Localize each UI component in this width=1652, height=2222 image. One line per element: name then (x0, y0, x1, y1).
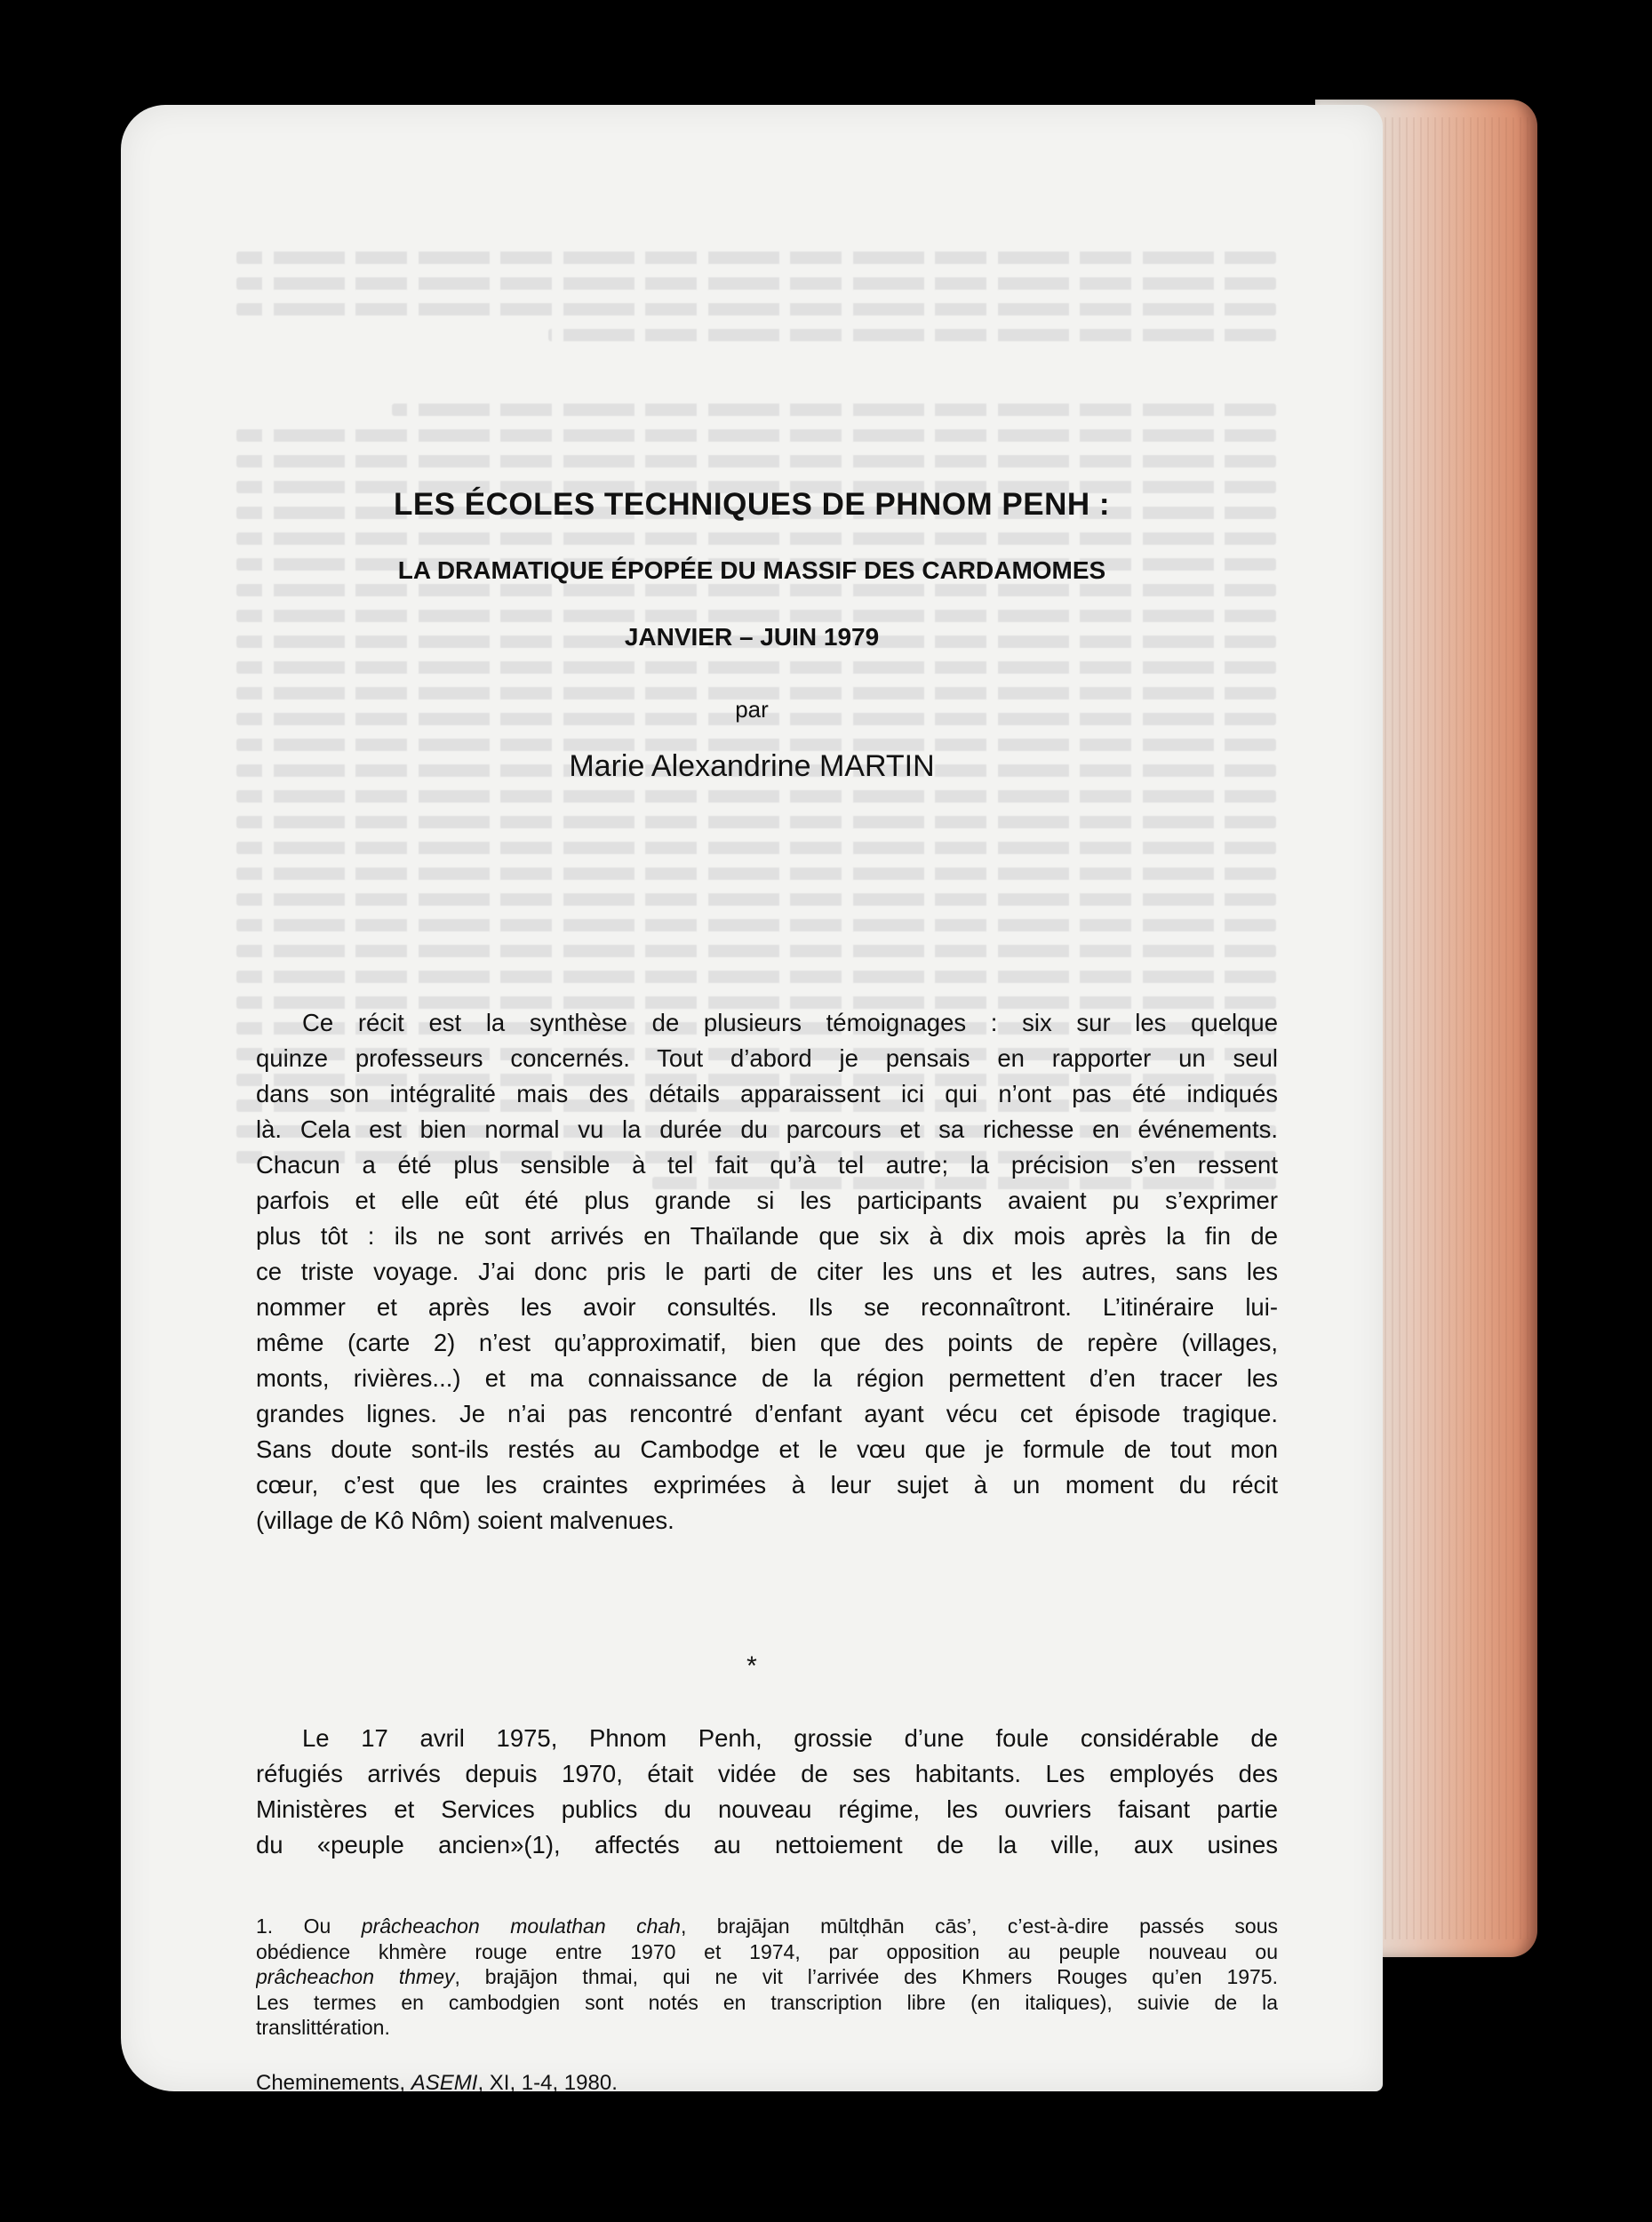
byline: par (735, 696, 769, 723)
footnote-line (256, 1964, 1278, 1990)
footnote-italic-term: prâcheachon moulathan chah (361, 1914, 681, 1938)
footnote-line (256, 1914, 1278, 1939)
paragraph-line: même (carte 2) n’est qu’approximatif, bien que des points de repère (villages, (256, 1329, 1278, 1356)
footnote-text: , brajājan mūltḍhān cās’, c’est-à-dire passés sous (680, 1914, 1278, 1938)
section-separator: * (746, 1651, 757, 1681)
journal-issue: , XI, 1-4, 1980. (477, 2071, 618, 2091)
footnote-italic-term: prâcheachon thmey (256, 1965, 455, 1988)
paragraph-line: (village de Kô Nôm) soient malvenues. (256, 1507, 674, 1534)
author-name: Marie Alexandrine MARTIN (569, 749, 935, 783)
footnote-line: Les termes en cambodgien sont notés en transcription libre (en italiques), suivie de la (256, 1990, 1278, 2014)
paragraph-line: du «peuple ancien»(1), affectés au nettoiement de la ville, aux usines (256, 1831, 1278, 1858)
paragraph-line: parfois et elle eût été plus grande si les participants avaient pu s’exprimer (256, 1187, 1278, 1214)
paragraph-line: plus tôt : ils ne sont arrivés en Thaïlande que six à dix mois après la fin de (256, 1222, 1278, 1250)
article-subtitle: LA DRAMATIQUE ÉPOPÉE DU MASSIF DES CARDAMOMES (397, 556, 1106, 584)
paragraph-line: Ministères et Services publics du nouveau régime, les ouvriers faisant partie (256, 1795, 1278, 1823)
article-title: LES ÉCOLES TECHNIQUES DE PHNOM PENH : (393, 487, 1111, 522)
paragraph-line: Ce récit est la synthèse de plusieurs témoignages : six sur les quelque (302, 1009, 1278, 1036)
paragraph-line: grandes lignes. Je n’ai pas rencontré d’enfant ayant vécu cet épisode tragique. (256, 1400, 1278, 1427)
footnote-text: 1. Ou (256, 1914, 362, 1938)
paragraph-line: dans son intégralité mais des détails apparaissent ici qui n’ont pas été indiqués (256, 1080, 1278, 1107)
document-page (121, 105, 1383, 2091)
journal-name: Cheminements, (256, 2071, 411, 2091)
paragraph-line: là. Cela est bien normal vu la durée du parcours et sa richesse en événements. (256, 1115, 1278, 1143)
paragraph-line: Sans doute sont-ils restés au Cambodge et le vœu que je formule de tout mon (256, 1435, 1278, 1463)
paragraph-line: réfugiés arrivés depuis 1970, était vidée de ses habitants. Les employés des (256, 1760, 1278, 1787)
footnote-line: obédience khmère rouge entre 1970 et 1974, par opposition au peuple nouveau ou (256, 1939, 1278, 1963)
paragraph-2 (256, 1721, 1278, 1863)
paragraph-line: nommer et après les avoir consultés. Ils se reconnaîtront. L’itinéraire lui- (256, 1293, 1278, 1321)
paragraph-1 (256, 1005, 1278, 1539)
paragraph-line: Chacun a été plus sensible à tel fait qu’à tel autre; la précision s’en ressent (256, 1151, 1278, 1179)
journal-reference (256, 2071, 618, 2091)
footnote (256, 1914, 1278, 2041)
article-date-range: JANVIER – JUIN 1979 (624, 623, 880, 651)
paragraph-line: monts, rivières...) et ma connaissance de la région permettent d’en tracer les (256, 1364, 1278, 1392)
journal-publisher: ASEMI (411, 2071, 478, 2091)
footnote-text: , brajājon thmai, qui ne vit l’arrivée des Khmers Rouges qu’en 1975. (454, 1965, 1278, 1988)
paragraph-line: cœur, c’est que les craintes exprimées à leur sujet à un moment du récit (256, 1471, 1278, 1499)
paragraph-line: ce triste voyage. J’ai donc pris le parti de citer les uns et les autres, sans les (256, 1258, 1278, 1285)
paragraph-line: quinze professeurs concernés. Tout d’abord je pensais en rapporter un seul (256, 1044, 1278, 1072)
footnote-line: translittération. (256, 2016, 390, 2039)
paragraph-line: Le 17 avril 1975, Phnom Penh, grossie d’une foule considérable de (302, 1724, 1278, 1752)
